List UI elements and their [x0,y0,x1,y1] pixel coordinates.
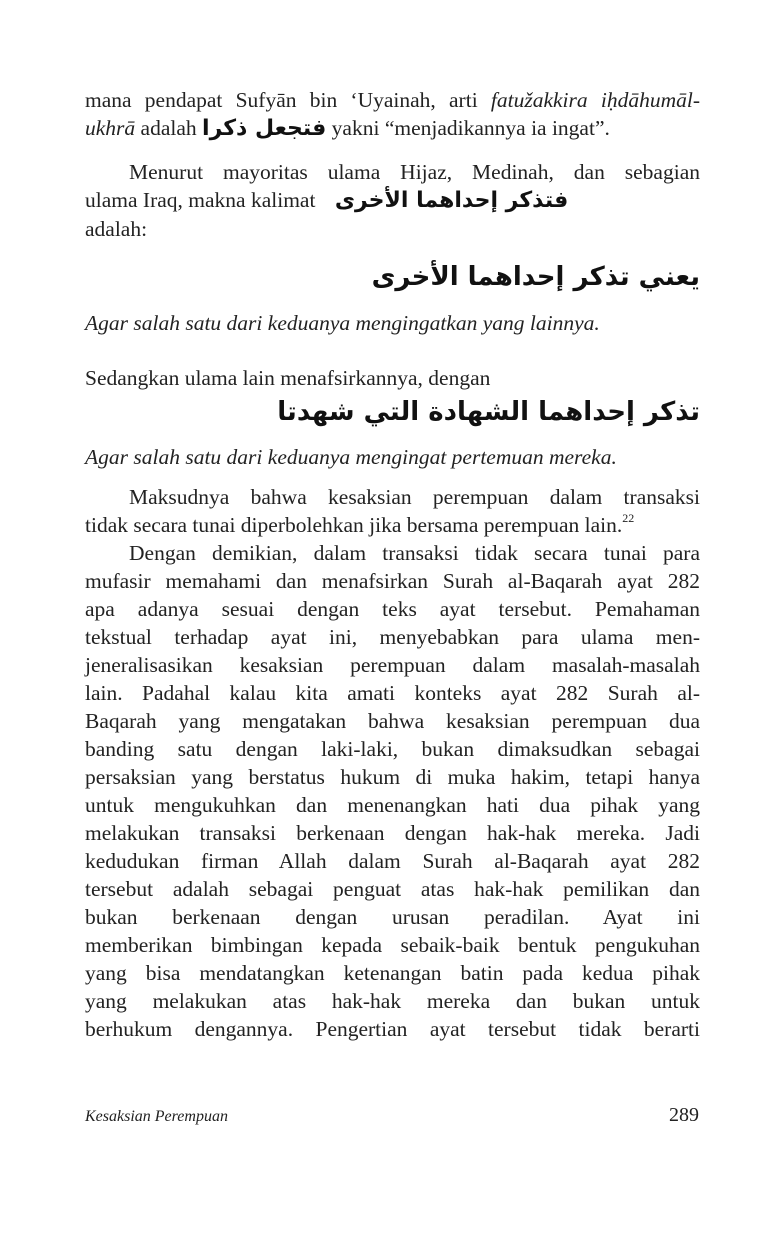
paragraph-line: ukhrā adalah ﻓﺘﺠﻌﻞ ﺫﻛﺮﺍ yakni “menjadikannya ia ingat”. [85,116,610,141]
paragraph-line: tersebut adalah sebagai penguat atas hak-hak pemilikan dan [85,877,700,901]
paragraph-line: Maksudnya bahwa kesaksian perempuan dalam transaksi [129,485,700,509]
transliteration: fatužakkira iḥdāhumāl- [490,88,700,112]
paragraph-sufyan [85,86,700,143]
paragraph-line: Dengan demikian, dalam transaksi tidak secara tunai para [129,541,700,565]
paragraph-hijaz [85,158,700,243]
arabic-phrase: ﻓﺘﺠﻌﻞ ﺫﻛﺮﺍ [202,116,327,141]
paragraph-line: apa adanya sesuai dengan teks ayat tersebut. Pemahaman [85,597,700,621]
footnote-reference[interactable]: 22 [622,511,635,525]
paragraph-line: kedudukan firman Allah dalam Surah al-Baqarah ayat 282 [85,849,700,873]
paragraph-line: persaksian yang berstatus hukum di muka hakim, tetapi hanya [85,765,700,789]
paragraph-line: tidak secara tunai diperbolehkan jika bersama perempuan lain.$^{22}$ [85,511,635,537]
paragraph-line: mufasir memahami dan menafsirkan Surah al-Baqarah ayat 282 [85,569,700,593]
intro-line: Sedangkan ulama lain menafsirkannya, dengan [85,366,491,390]
arabic-phrase: ﻓﺘﺬﻛﺮ ﺇﺣﺪﺍﻫﻤﺎ ﺍﻷﺧﺮﻯ [334,188,569,213]
paragraph-line: untuk mengukuhkan dan menenangkan hati dua pihak yang [85,793,700,817]
translation-line: Agar salah satu dari keduanya mengingatkan yang lainnya. [85,311,600,335]
paragraph-line: yang melakukan atas hak-hak mereka dan bukan untuk [85,989,700,1013]
arabic-quote: ﻳﻌﻨﻲ ﺗﺬﻛﺮ ﺇﺣﺪﺍﻫﻤﺎ ﺍﻷﺧﺮﻯ [371,262,700,292]
running-title: Kesaksian Perempuan [85,1108,228,1125]
paragraph-line: memberikan bimbingan kepada sebaik-baik bentuk pengukuhan [85,933,700,957]
paragraph-line: lain. Padahal kalau kita amati konteks ayat 282 Surah al- [85,681,700,705]
paragraph-line: yang bisa mendatangkan ketenangan batin pada kedua pihak [85,961,700,985]
paragraph-line: Baqarah yang mengatakan bahwa kesaksian perempuan dua [85,709,700,733]
transliteration: ukhrā [85,116,136,140]
paragraph-line: bukan berkenaan dengan urusan peradilan. Ayat ini [85,905,700,929]
paragraph-line: melakukan transaksi berkenaan dengan hak-hak mereka. Jadi [85,821,700,845]
paragraph-line: adalah: [85,217,148,241]
paragraph-line: tekstual terhadap ayat ini, menyebabkan para ulama men- [85,625,700,649]
arabic-quote: ﺗﺬﻛﺮ ﺇﺣﺪﺍﻫﻤﺎ ﺍﻟﺸﻬﺎﺩﺓ ﺍﻟﺘﻲ ﺷﻬﺪﺗﺎ [277,397,700,427]
paragraph-dengan-demikian [85,539,700,1043]
paragraph-line: ulama Iraq, makna kalimat ﻓﺘﺬﻛﺮ ﺇﺣﺪﺍﻫﻤﺎ ﺍﻷﺧﺮﻯ [85,188,569,213]
paragraph-line: jeneralisasikan kesaksian perempuan dalam masalah-masalah [85,653,700,677]
paragraph-line: mana pendapat Sufyān bin ‘Uyainah, arti fatužakkira iḥdāhumāl- [85,88,700,112]
paragraph-maksudnya [85,483,700,539]
page-number: 289 [669,1104,699,1126]
translation-line: Agar salah satu dari keduanya mengingat pertemuan mereka. [85,445,617,469]
paragraph-line: berhukum dengannya. Pengertian ayat tersebut tidak berarti [85,1017,700,1041]
paragraph-line: Menurut mayoritas ulama Hijaz, Medinah, dan sebagian [129,160,700,184]
paragraph-line: banding satu dengan laki-laki, bukan dimaksudkan sebagai [85,737,700,761]
